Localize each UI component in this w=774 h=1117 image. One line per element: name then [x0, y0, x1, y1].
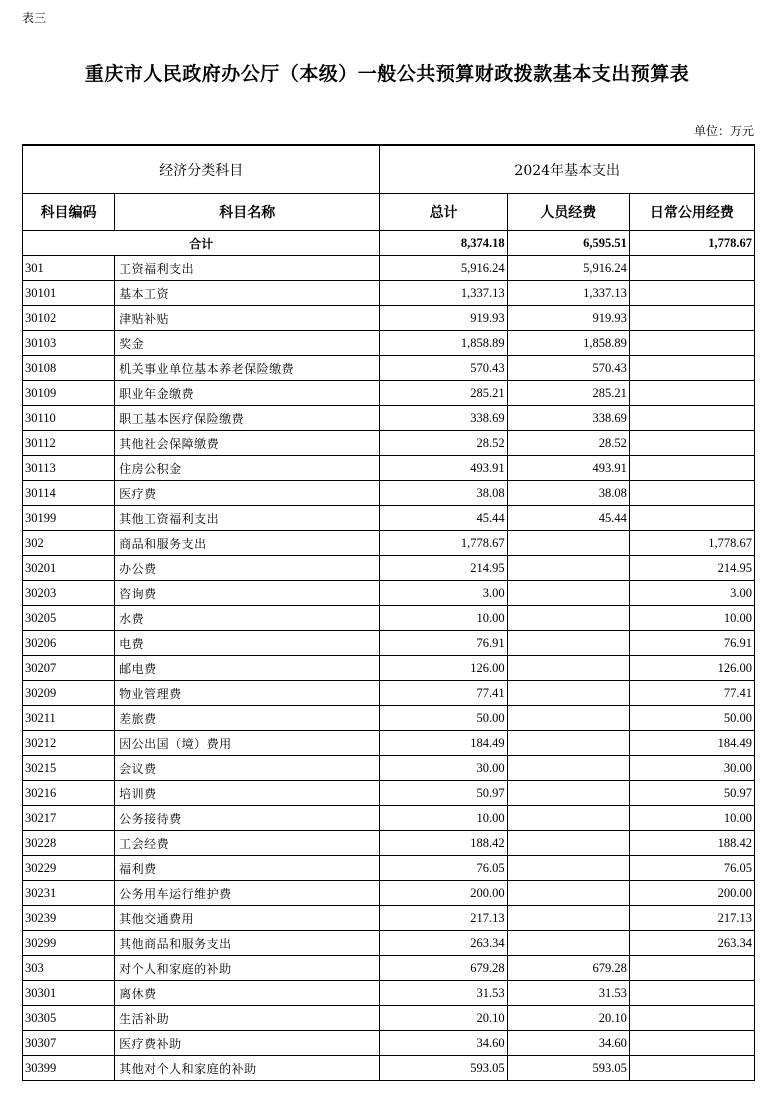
row-personnel: 1,858.89 — [507, 331, 629, 356]
row-name: 物业管理费 — [115, 681, 380, 706]
row-total: 31.53 — [380, 981, 507, 1006]
table-row — [23, 1031, 755, 1056]
row-public — [629, 356, 754, 381]
row-personnel: 28.52 — [507, 431, 629, 456]
row-name: 职业年金缴费 — [115, 381, 380, 406]
row-name: 公务接待费 — [115, 806, 380, 831]
row-personnel: 20.10 — [507, 1006, 629, 1031]
row-total: 50.00 — [380, 706, 507, 731]
row-total: 126.00 — [380, 656, 507, 681]
row-public: 214.95 — [629, 556, 754, 581]
row-total: 28.52 — [380, 431, 507, 456]
table-row — [23, 281, 755, 306]
row-public — [629, 1031, 754, 1056]
row-code: 302 — [23, 531, 115, 556]
row-personnel — [507, 681, 629, 706]
row-code: 30228 — [23, 831, 115, 856]
row-public — [629, 256, 754, 281]
row-public: 217.13 — [629, 906, 754, 931]
budget-table — [22, 144, 755, 1081]
row-personnel — [507, 781, 629, 806]
row-personnel: 31.53 — [507, 981, 629, 1006]
column-header-code: 科目编码 — [23, 194, 115, 231]
row-name: 机关事业单位基本养老保险缴费 — [115, 356, 380, 381]
row-public — [629, 1056, 754, 1081]
table-row — [23, 806, 755, 831]
row-code: 30201 — [23, 556, 115, 581]
row-name: 电费 — [115, 631, 380, 656]
row-personnel — [507, 706, 629, 731]
row-public — [629, 1006, 754, 1031]
row-personnel: 493.91 — [507, 456, 629, 481]
row-code: 30209 — [23, 681, 115, 706]
row-name: 职工基本医疗保险缴费 — [115, 406, 380, 431]
table-row — [23, 356, 755, 381]
row-total: 214.95 — [380, 556, 507, 581]
row-name: 水费 — [115, 606, 380, 631]
column-header-total: 总计 — [380, 194, 507, 231]
row-personnel — [507, 731, 629, 756]
table-row — [23, 631, 755, 656]
table-row — [23, 1006, 755, 1031]
table-row — [23, 931, 755, 956]
row-code: 30102 — [23, 306, 115, 331]
unit-label: 单位：万元 — [693, 124, 754, 138]
row-public: 10.00 — [629, 606, 754, 631]
row-public — [629, 981, 754, 1006]
total-sum: 8,374.18 — [380, 231, 507, 256]
total-row — [23, 231, 755, 256]
row-total: 30.00 — [380, 756, 507, 781]
row-code: 30301 — [23, 981, 115, 1006]
table-row — [23, 756, 755, 781]
row-personnel — [507, 831, 629, 856]
row-name: 其他交通费用 — [115, 906, 380, 931]
table-row — [23, 506, 755, 531]
row-total: 217.13 — [380, 906, 507, 931]
row-code: 30207 — [23, 656, 115, 681]
row-code: 30108 — [23, 356, 115, 381]
row-code: 30305 — [23, 1006, 115, 1031]
row-personnel — [507, 581, 629, 606]
row-name: 会议费 — [115, 756, 380, 781]
table-row — [23, 731, 755, 756]
row-public — [629, 406, 754, 431]
row-total: 10.00 — [380, 606, 507, 631]
table-row — [23, 781, 755, 806]
row-personnel: 5,916.24 — [507, 256, 629, 281]
row-personnel — [507, 606, 629, 631]
column-header-name: 科目名称 — [115, 194, 380, 231]
table-row — [23, 856, 755, 881]
row-total: 338.69 — [380, 406, 507, 431]
table-row — [23, 381, 755, 406]
row-public — [629, 956, 754, 981]
row-code: 30109 — [23, 381, 115, 406]
row-total: 5,916.24 — [380, 256, 507, 281]
row-name: 办公费 — [115, 556, 380, 581]
row-personnel: 285.21 — [507, 381, 629, 406]
document-label: 表三 — [22, 11, 47, 25]
row-personnel: 38.08 — [507, 481, 629, 506]
row-public: 30.00 — [629, 756, 754, 781]
table-row — [23, 831, 755, 856]
table-row — [23, 256, 755, 281]
row-public: 184.49 — [629, 731, 754, 756]
row-code: 30110 — [23, 406, 115, 431]
row-personnel: 338.69 — [507, 406, 629, 431]
row-personnel: 593.05 — [507, 1056, 629, 1081]
table-row — [23, 456, 755, 481]
row-name: 咨询费 — [115, 581, 380, 606]
row-public: 1,778.67 — [629, 531, 754, 556]
row-code: 30112 — [23, 431, 115, 456]
row-public: 50.97 — [629, 781, 754, 806]
row-public: 76.91 — [629, 631, 754, 656]
row-code: 30231 — [23, 881, 115, 906]
row-total: 285.21 — [380, 381, 507, 406]
row-public — [629, 306, 754, 331]
row-total: 593.05 — [380, 1056, 507, 1081]
row-total: 50.97 — [380, 781, 507, 806]
row-public — [629, 381, 754, 406]
row-total: 188.42 — [380, 831, 507, 856]
row-name: 医疗费 — [115, 481, 380, 506]
row-personnel: 45.44 — [507, 506, 629, 531]
row-personnel — [507, 806, 629, 831]
row-code: 30307 — [23, 1031, 115, 1056]
table-row — [23, 656, 755, 681]
row-name: 福利费 — [115, 856, 380, 881]
row-personnel — [507, 856, 629, 881]
row-code: 30103 — [23, 331, 115, 356]
row-code: 30217 — [23, 806, 115, 831]
row-total: 76.05 — [380, 856, 507, 881]
row-total: 919.93 — [380, 306, 507, 331]
table-row — [23, 556, 755, 581]
row-total: 200.00 — [380, 881, 507, 906]
row-total: 34.60 — [380, 1031, 507, 1056]
row-name: 差旅费 — [115, 706, 380, 731]
row-total: 493.91 — [380, 456, 507, 481]
row-personnel — [507, 556, 629, 581]
row-public: 188.42 — [629, 831, 754, 856]
row-total: 38.08 — [380, 481, 507, 506]
row-public: 76.05 — [629, 856, 754, 881]
row-personnel — [507, 906, 629, 931]
row-code: 30199 — [23, 506, 115, 531]
row-public — [629, 481, 754, 506]
row-total: 679.28 — [380, 956, 507, 981]
table-row — [23, 1056, 755, 1081]
total-personnel: 6,595.51 — [507, 231, 629, 256]
row-public: 77.41 — [629, 681, 754, 706]
row-total: 10.00 — [380, 806, 507, 831]
table-row — [23, 581, 755, 606]
table-row — [23, 956, 755, 981]
row-total: 184.49 — [380, 731, 507, 756]
row-personnel — [507, 881, 629, 906]
table-row — [23, 531, 755, 556]
row-name: 生活补助 — [115, 1006, 380, 1031]
row-public: 10.00 — [629, 806, 754, 831]
row-name: 其他社会保障缴费 — [115, 431, 380, 456]
row-code: 30239 — [23, 906, 115, 931]
row-code: 30299 — [23, 931, 115, 956]
row-name: 因公出国（境）费用 — [115, 731, 380, 756]
table-row — [23, 981, 755, 1006]
row-code: 30216 — [23, 781, 115, 806]
row-total: 3.00 — [380, 581, 507, 606]
page-title: 重庆市人民政府办公厅（本级）一般公共预算财政拨款基本支出预算表 — [84, 63, 690, 85]
row-public — [629, 456, 754, 481]
row-name: 工会经费 — [115, 831, 380, 856]
table-row — [23, 906, 755, 931]
table-row — [23, 406, 755, 431]
row-name: 其他对个人和家庭的补助 — [115, 1056, 380, 1081]
row-total: 1,858.89 — [380, 331, 507, 356]
row-name: 住房公积金 — [115, 456, 380, 481]
row-public: 126.00 — [629, 656, 754, 681]
table-row — [23, 681, 755, 706]
row-personnel — [507, 656, 629, 681]
row-code: 30205 — [23, 606, 115, 631]
total-public: 1,778.67 — [629, 231, 754, 256]
row-code: 30113 — [23, 456, 115, 481]
row-public: 3.00 — [629, 581, 754, 606]
row-personnel: 679.28 — [507, 956, 629, 981]
row-personnel — [507, 631, 629, 656]
table-row — [23, 606, 755, 631]
row-code: 303 — [23, 956, 115, 981]
row-code: 30211 — [23, 706, 115, 731]
row-code: 30212 — [23, 731, 115, 756]
row-public — [629, 331, 754, 356]
row-name: 奖金 — [115, 331, 380, 356]
row-public: 50.00 — [629, 706, 754, 731]
row-code: 30229 — [23, 856, 115, 881]
header-basic-expenditure: 2024年基本支出 — [380, 145, 755, 194]
row-name: 培训费 — [115, 781, 380, 806]
row-name: 基本工资 — [115, 281, 380, 306]
row-name: 公务用车运行维护费 — [115, 881, 380, 906]
column-header-personnel: 人员经费 — [507, 194, 629, 231]
row-public — [629, 506, 754, 531]
row-public: 263.34 — [629, 931, 754, 956]
row-code: 30215 — [23, 756, 115, 781]
table-row — [23, 881, 755, 906]
row-code: 30206 — [23, 631, 115, 656]
row-code: 30114 — [23, 481, 115, 506]
row-total: 20.10 — [380, 1006, 507, 1031]
row-personnel — [507, 756, 629, 781]
table-row — [23, 331, 755, 356]
row-personnel: 1,337.13 — [507, 281, 629, 306]
row-name: 邮电费 — [115, 656, 380, 681]
row-public — [629, 281, 754, 306]
row-name: 工资福利支出 — [115, 256, 380, 281]
row-total: 570.43 — [380, 356, 507, 381]
row-total: 263.34 — [380, 931, 507, 956]
row-code: 30203 — [23, 581, 115, 606]
header-economic-classification: 经济分类科目 — [23, 145, 380, 194]
table-row — [23, 706, 755, 731]
total-label: 合计 — [23, 231, 380, 256]
row-code: 30101 — [23, 281, 115, 306]
row-name: 商品和服务支出 — [115, 531, 380, 556]
row-name: 其他商品和服务支出 — [115, 931, 380, 956]
column-header-public: 日常公用经费 — [629, 194, 754, 231]
row-personnel: 570.43 — [507, 356, 629, 381]
row-personnel — [507, 931, 629, 956]
row-name: 医疗费补助 — [115, 1031, 380, 1056]
row-code: 30399 — [23, 1056, 115, 1081]
row-name: 对个人和家庭的补助 — [115, 956, 380, 981]
row-total: 45.44 — [380, 506, 507, 531]
row-personnel — [507, 531, 629, 556]
row-public: 200.00 — [629, 881, 754, 906]
row-total: 77.41 — [380, 681, 507, 706]
table-row — [23, 481, 755, 506]
row-total: 76.91 — [380, 631, 507, 656]
table-row — [23, 306, 755, 331]
row-total: 1,778.67 — [380, 531, 507, 556]
row-name: 离休费 — [115, 981, 380, 1006]
row-code: 301 — [23, 256, 115, 281]
row-name: 津贴补贴 — [115, 306, 380, 331]
table-row — [23, 431, 755, 456]
row-public — [629, 431, 754, 456]
row-personnel: 919.93 — [507, 306, 629, 331]
row-total: 1,337.13 — [380, 281, 507, 306]
row-personnel: 34.60 — [507, 1031, 629, 1056]
row-name: 其他工资福利支出 — [115, 506, 380, 531]
